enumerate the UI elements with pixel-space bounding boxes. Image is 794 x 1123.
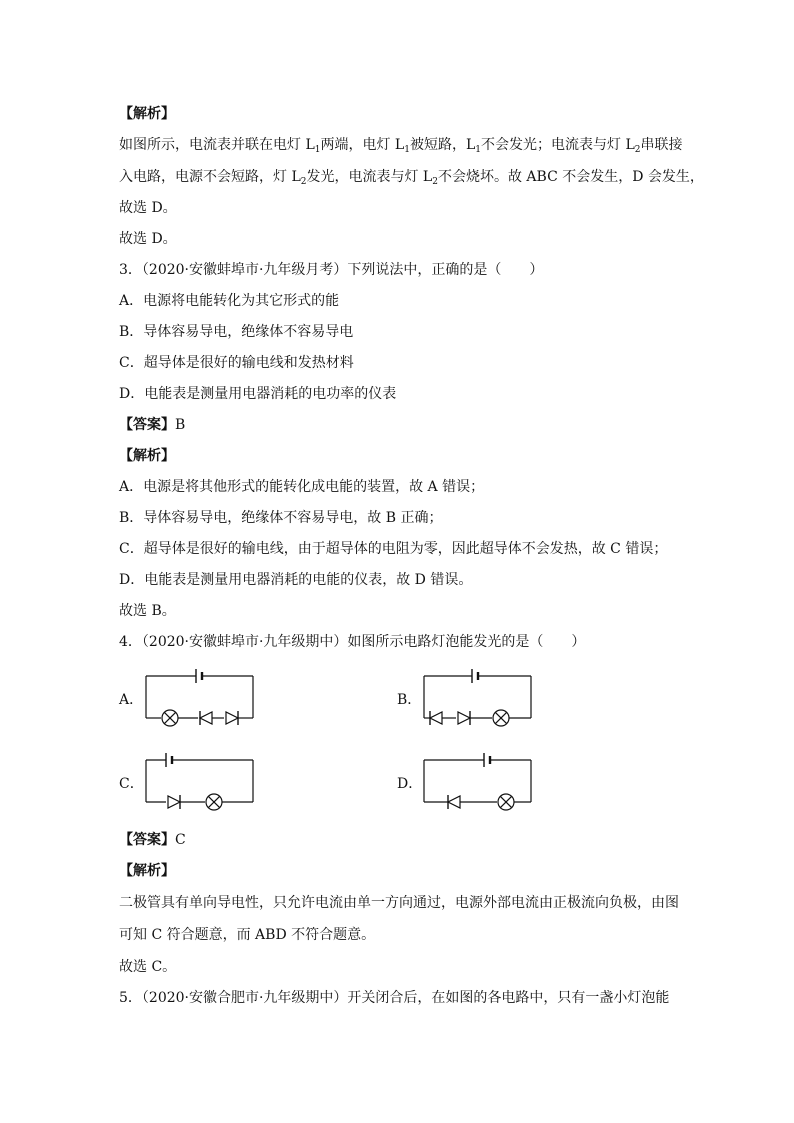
q3-analysis-header: 【解析】	[119, 448, 175, 464]
q2-conclusion-2: 故选 D。	[119, 231, 177, 247]
q4-option-a-label: A．	[119, 692, 144, 708]
q3-analysis-b: B．导体容易导电，绝缘体不容易导电，故 B 正确；	[119, 510, 443, 526]
q3-analysis-a: A．电源是将其他形式的能转化成电能的装置，故 A 错误；	[119, 479, 485, 495]
q4-stem: 4．（2020·安徽蚌埠市·九年级期中）如图所示电路灯泡能发光的是（ ）	[119, 634, 586, 650]
diode-icon	[200, 712, 212, 724]
q3-analysis-c: C．超导体是很好的输电线，由于超导体的电阻为零，因此超导体不会发热，故 C 错误；	[119, 541, 668, 557]
q2-analysis-header: 【解析】	[119, 106, 175, 122]
q4-analysis-line-1: 二极管具有单向导电性，只允许电流由单一方向通过，电源外部电流由正极流向负极，由图	[119, 895, 679, 911]
diode-icon	[458, 712, 470, 724]
q3-stem: 3．（2020·安徽蚌埠市·九年级月考）下列说法中，正确的是（ ）	[119, 262, 544, 278]
q3-option-c: C．超导体是很好的输电线和发热材料	[119, 355, 354, 371]
q4-conclusion: 故选 C。	[119, 959, 177, 975]
q2-analysis-line-1: 如图所示，电流表并联在电灯 $L_1$两端，电灯 $L_1$被短路，$L_1$不会发光；电流表与灯 $L_2$串联接	[119, 137, 683, 155]
q4-option-d-label: D．	[397, 776, 423, 792]
q3-conclusion: 故选 B。	[119, 603, 176, 619]
q4-option-c-label: C．	[119, 776, 144, 792]
q4-circuit-a	[140, 664, 260, 726]
q4-answer: 【答案】C	[119, 832, 186, 848]
q4-circuit-d	[418, 748, 538, 810]
q4-circuit-c	[140, 748, 260, 810]
diode-icon	[168, 796, 180, 808]
q5-stem: 5．（2020·安徽合肥市·九年级期中）开关闭合后，在如图的各电路中，只有一盏小灯泡能	[119, 990, 670, 1006]
q3-option-a: A．电源将电能转化为其它形式的能	[119, 293, 340, 309]
q4-analysis-line-2: 可知 C 符合题意，而 ABD 不符合题意。	[119, 927, 376, 943]
q4-circuit-b	[418, 664, 538, 726]
q3-analysis-d: D．电能表是测量用电器消耗的电能的仪表，故 D 错误。	[119, 572, 473, 588]
q3-option-b: B．导体容易导电，绝缘体不容易导电	[119, 324, 354, 340]
diode-icon	[430, 712, 442, 724]
q3-answer: 【答案】B	[119, 417, 186, 433]
q4-analysis-header: 【解析】	[119, 863, 175, 879]
diode-icon	[448, 796, 460, 808]
diode-icon	[226, 712, 238, 724]
q2-conclusion-1: 故选 D。	[119, 200, 177, 216]
q3-option-d: D．电能表是测量用电器消耗的电功率的仪表	[119, 386, 397, 402]
q4-option-b-label: B．	[397, 692, 422, 708]
q2-analysis-line-2: 入电路，电源不会短路，灯 $L_2$发光，电流表与灯 $L_2$不会烧坏。故 ABC 不会发生，D 会发生，	[119, 169, 704, 187]
